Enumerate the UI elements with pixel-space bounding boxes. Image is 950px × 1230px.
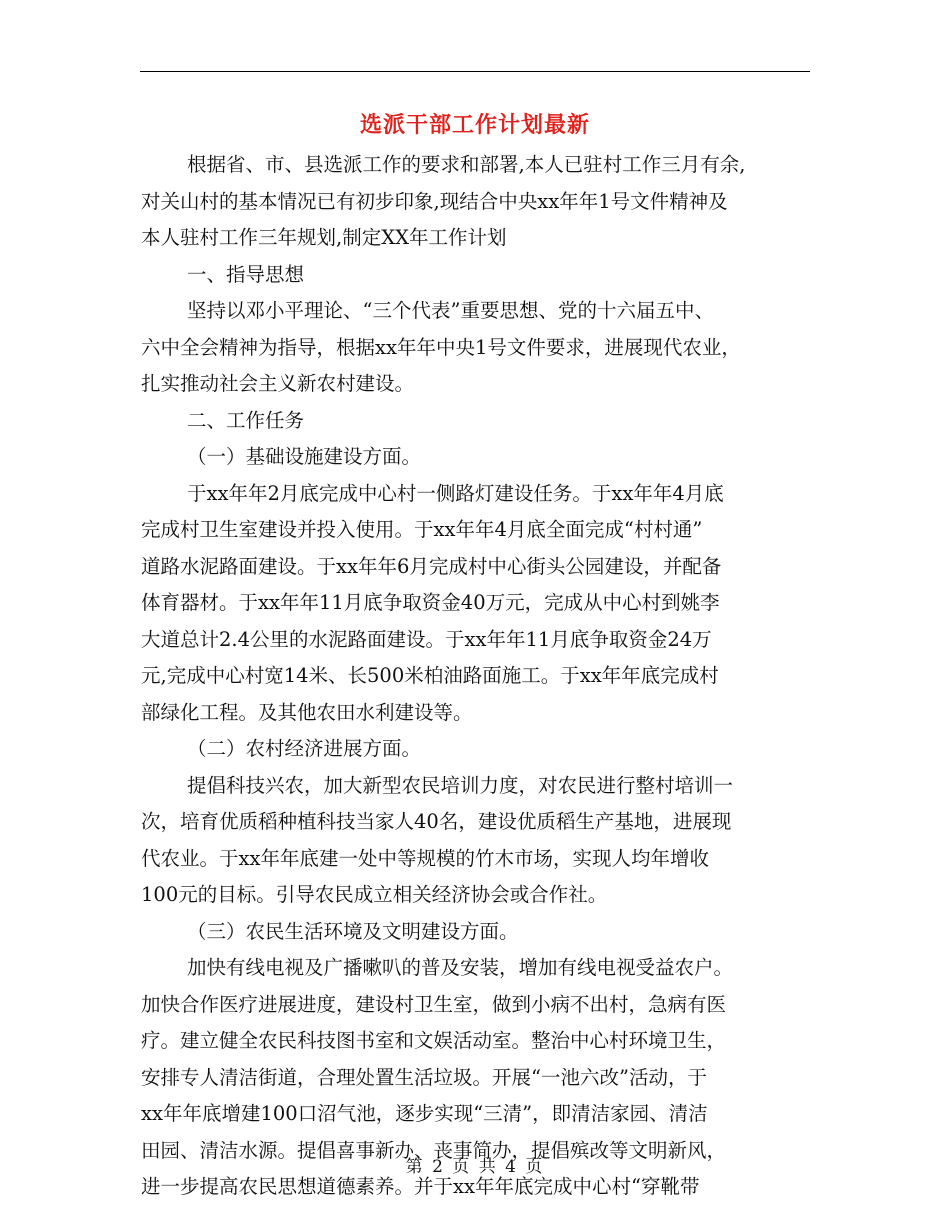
paragraph-line: 于xx年年2月底完成中心村一侧路灯建设任务。于xx年年4月底 bbox=[187, 481, 724, 505]
paragraph-line: 对关山村的基本情况已有初步印象,现结合中央xx年年1号文件精神及 bbox=[141, 189, 728, 213]
paragraph-line: 加快合作医疗进展进度，建设村卫生室，做到小病不出村，急病有医 bbox=[141, 992, 727, 1016]
paragraph-line: 扎实推动社会主义新农村建设。 bbox=[141, 372, 415, 395]
paragraph-line: 六中全会精神为指导，根据xx年年中央1号文件要求，进展现代农业， bbox=[141, 335, 741, 359]
paragraph-line: xx年年底增建100口沼气池，逐步实现“三清”，即清洁家园、清洁 bbox=[141, 1102, 708, 1125]
paragraph-line: 坚持以邓小平理论、“三个代表”重要思想、党的十六届五中、 bbox=[187, 299, 714, 322]
paragraph-line: 进一步提高农民思想道德素养。并于xx年年底完成中心村“穿靴带 bbox=[141, 1175, 700, 1198]
paragraph-line: 元,完成中心村宽14米、长500米柏油路面施工。于xx年年底完成村 bbox=[141, 664, 719, 687]
document-title: 选派干部工作计划最新 bbox=[359, 112, 590, 138]
paragraph-line: 次，培育优质稻种植科技当家人40名，建设优质稻生产基地，进展现 bbox=[141, 810, 732, 833]
paragraph-line: 本人驻村工作三年规划,制定XX年工作计划 bbox=[141, 226, 507, 249]
paragraph-line: 根据省、市、县选派工作的要求和部署,本人已驻村工作三月有余, bbox=[187, 153, 746, 176]
paragraph-line: 提倡科技兴农，加大新型农民培训力度，对农民进行整村培训一 bbox=[187, 773, 734, 797]
paragraph-line: 加快有线电视及广播嗽叭的普及安装，增加有线电视受益农户。 bbox=[187, 956, 734, 979]
paragraph-line: 田园、清洁水源。提倡喜事新办、丧事简办，提倡殡改等文明新风， bbox=[141, 1138, 727, 1162]
paragraph-line: 代农业。于xx年年底建一处中等规模的竹木市场，实现人均年增收 bbox=[141, 846, 709, 870]
paragraph-line: 疗。建立健全农民科技图书室和文娱活动室。整治中心村环境卫生， bbox=[141, 1029, 727, 1052]
paragraph-line: 大道总计2.4公里的水泥路面建设。于xx年年11月底争取资金24万 bbox=[141, 627, 712, 651]
paragraph-line: （二）农村经济进展方面。 bbox=[187, 737, 422, 760]
paragraph-line: 体育器材。于xx年年11月底争取资金40万元，完成从中心村到姚李 bbox=[141, 591, 720, 614]
paragraph-line: 二、工作任务 bbox=[187, 408, 305, 432]
paragraph-line: 完成村卫生室建设并投入使用。于xx年年4月底全面完成“村村通” bbox=[141, 518, 703, 541]
paragraph-line: （一）基础设施建设方面。 bbox=[187, 445, 422, 468]
paragraph-line: 道路水泥路面建设。于xx年年6月完成村中心街头公园建设，并配备 bbox=[141, 554, 722, 578]
paragraph-line: 100元的目标。引导农民成立相关经济协会或合作社。 bbox=[141, 883, 608, 906]
paragraph-line: （三）农民生活环境及文明建设方面。 bbox=[187, 919, 519, 943]
header-rule bbox=[140, 71, 810, 72]
paragraph-line: 部绿化工程。及其他农田水利建设等。 bbox=[141, 700, 473, 724]
paragraph-line: 安排专人清洁街道，合理处置生活垃圾。开展“一池六改”活动，于 bbox=[141, 1065, 707, 1089]
paragraph-line: 一、指导思想 bbox=[187, 262, 305, 286]
document-body bbox=[141, 147, 813, 1206]
page-number: 第 2 页 共 4 页 bbox=[405, 1157, 545, 1177]
